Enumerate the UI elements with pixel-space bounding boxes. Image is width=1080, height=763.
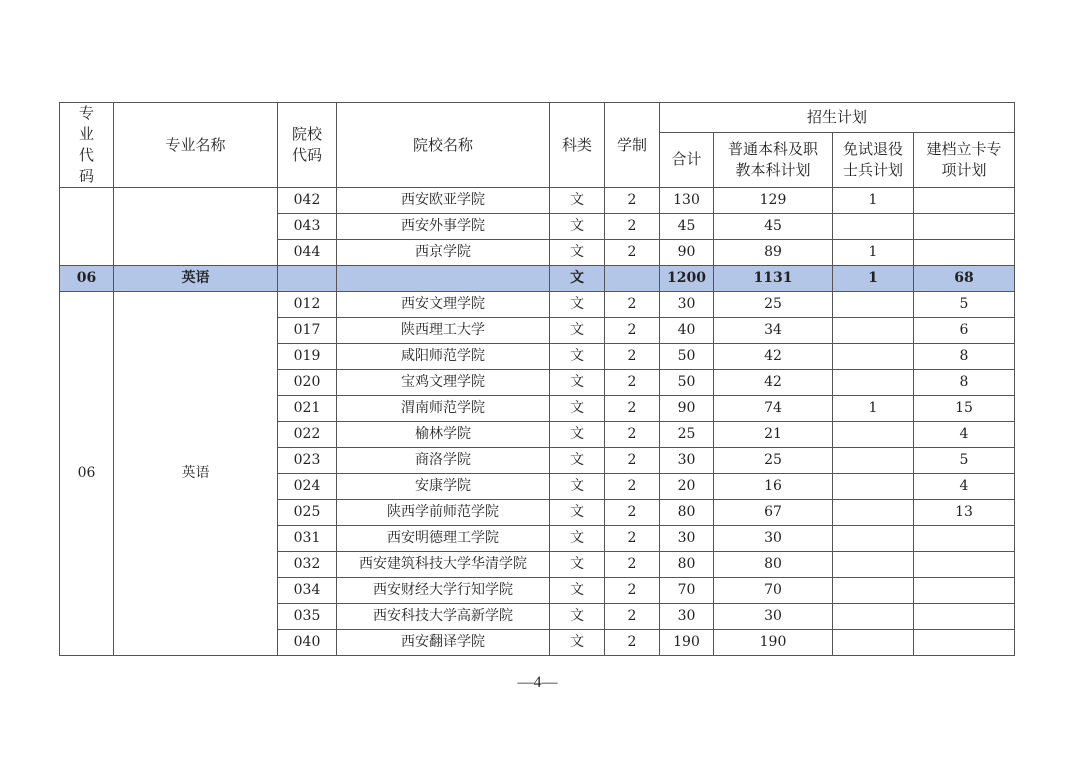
school-name: 榆林学院 xyxy=(337,422,550,448)
school-code: 019 xyxy=(278,344,337,370)
poverty-plan: 6 xyxy=(914,318,1015,344)
category: 文 xyxy=(550,188,605,214)
table-row xyxy=(60,188,1015,214)
years: 2 xyxy=(605,526,660,552)
category: 文 xyxy=(550,500,605,526)
category: 文 xyxy=(550,318,605,344)
years: 2 xyxy=(605,500,660,526)
school-code: 024 xyxy=(278,474,337,500)
years: 2 xyxy=(605,448,660,474)
years: 2 xyxy=(605,604,660,630)
poverty-plan xyxy=(914,240,1015,266)
poverty-plan: 15 xyxy=(914,396,1015,422)
veteran-plan xyxy=(833,630,914,656)
veteran-plan xyxy=(833,214,914,240)
summary-category: 文 xyxy=(550,266,605,292)
total: 45 xyxy=(660,214,714,240)
group-major-name: 英语 xyxy=(114,292,278,656)
category: 文 xyxy=(550,240,605,266)
category: 文 xyxy=(550,344,605,370)
school-name: 咸阳师范学院 xyxy=(337,344,550,370)
total: 90 xyxy=(660,240,714,266)
header-category: 科类 xyxy=(550,103,605,188)
prev-major-code-cell xyxy=(60,188,114,266)
school-name: 渭南师范学院 xyxy=(337,396,550,422)
school-code: 020 xyxy=(278,370,337,396)
regular-plan: 74 xyxy=(714,396,833,422)
total: 20 xyxy=(660,474,714,500)
poverty-plan: 8 xyxy=(914,370,1015,396)
regular-plan: 89 xyxy=(714,240,833,266)
years: 2 xyxy=(605,422,660,448)
summary-poverty-plan: 68 xyxy=(914,266,1015,292)
years: 2 xyxy=(605,630,660,656)
years: 2 xyxy=(605,396,660,422)
header-veteran-plan: 免试退役士兵计划 xyxy=(833,132,914,187)
school-name: 商洛学院 xyxy=(337,448,550,474)
years: 2 xyxy=(605,214,660,240)
school-name: 西安翻译学院 xyxy=(337,630,550,656)
total: 40 xyxy=(660,318,714,344)
school-name: 陕西学前师范学院 xyxy=(337,500,550,526)
summary-regular-plan: 1131 xyxy=(714,266,833,292)
summary-major-name: 英语 xyxy=(114,266,278,292)
years: 2 xyxy=(605,292,660,318)
total: 50 xyxy=(660,370,714,396)
summary-major-code: 06 xyxy=(60,266,114,292)
regular-plan: 25 xyxy=(714,292,833,318)
school-code: 022 xyxy=(278,422,337,448)
years: 2 xyxy=(605,240,660,266)
veteran-plan: 1 xyxy=(833,188,914,214)
regular-plan: 70 xyxy=(714,578,833,604)
school-name: 西安文理学院 xyxy=(337,292,550,318)
regular-plan: 45 xyxy=(714,214,833,240)
category: 文 xyxy=(550,292,605,318)
category: 文 xyxy=(550,396,605,422)
summary-row xyxy=(60,266,1015,292)
header-poverty-plan: 建档立卡专项计划 xyxy=(914,132,1015,187)
header-years: 学制 xyxy=(605,103,660,188)
school-code: 035 xyxy=(278,604,337,630)
header-school-code: 院校代码 xyxy=(278,103,337,188)
regular-plan: 25 xyxy=(714,448,833,474)
school-name: 陕西理工大学 xyxy=(337,318,550,344)
school-code: 040 xyxy=(278,630,337,656)
total: 30 xyxy=(660,604,714,630)
header-regular-plan: 普通本科及职教本科计划 xyxy=(714,132,833,187)
poverty-plan: 5 xyxy=(914,292,1015,318)
header-major-name: 专业名称 xyxy=(114,103,278,188)
category: 文 xyxy=(550,448,605,474)
veteran-plan xyxy=(833,474,914,500)
enrollment-plan-table xyxy=(59,102,1015,656)
category: 文 xyxy=(550,578,605,604)
school-name: 宝鸡文理学院 xyxy=(337,370,550,396)
school-name: 安康学院 xyxy=(337,474,550,500)
total: 80 xyxy=(660,552,714,578)
school-code: 021 xyxy=(278,396,337,422)
school-code: 032 xyxy=(278,552,337,578)
school-name: 西安明德理工学院 xyxy=(337,526,550,552)
poverty-plan: 13 xyxy=(914,500,1015,526)
category: 文 xyxy=(550,370,605,396)
regular-plan: 67 xyxy=(714,500,833,526)
summary-school-code xyxy=(278,266,337,292)
veteran-plan xyxy=(833,526,914,552)
prev-major-name-cell xyxy=(114,188,278,266)
school-name: 西安科技大学高新学院 xyxy=(337,604,550,630)
years: 2 xyxy=(605,370,660,396)
years: 2 xyxy=(605,344,660,370)
regular-plan: 16 xyxy=(714,474,833,500)
veteran-plan xyxy=(833,344,914,370)
poverty-plan xyxy=(914,604,1015,630)
total: 30 xyxy=(660,448,714,474)
header-total: 合计 xyxy=(660,132,714,187)
category: 文 xyxy=(550,474,605,500)
header-major-code: 专业代码 xyxy=(60,103,114,188)
school-code: 017 xyxy=(278,318,337,344)
total: 30 xyxy=(660,292,714,318)
regular-plan: 34 xyxy=(714,318,833,344)
regular-plan: 30 xyxy=(714,604,833,630)
poverty-plan xyxy=(914,552,1015,578)
school-name: 西安欧亚学院 xyxy=(337,188,550,214)
total: 25 xyxy=(660,422,714,448)
group-major-code: 06 xyxy=(60,292,114,656)
total: 90 xyxy=(660,396,714,422)
regular-plan: 80 xyxy=(714,552,833,578)
school-code: 034 xyxy=(278,578,337,604)
school-name: 西安建筑科技大学华清学院 xyxy=(337,552,550,578)
school-name: 西京学院 xyxy=(337,240,550,266)
poverty-plan xyxy=(914,630,1015,656)
summary-years xyxy=(605,266,660,292)
years: 2 xyxy=(605,188,660,214)
poverty-plan xyxy=(914,578,1015,604)
poverty-plan: 4 xyxy=(914,422,1015,448)
veteran-plan xyxy=(833,578,914,604)
regular-plan: 129 xyxy=(714,188,833,214)
category: 文 xyxy=(550,214,605,240)
total: 50 xyxy=(660,344,714,370)
category: 文 xyxy=(550,552,605,578)
school-code: 025 xyxy=(278,500,337,526)
veteran-plan xyxy=(833,318,914,344)
poverty-plan xyxy=(914,526,1015,552)
regular-plan: 42 xyxy=(714,344,833,370)
school-code: 043 xyxy=(278,214,337,240)
veteran-plan xyxy=(833,422,914,448)
category: 文 xyxy=(550,604,605,630)
summary-school-name xyxy=(337,266,550,292)
total: 80 xyxy=(660,500,714,526)
category: 文 xyxy=(550,422,605,448)
school-name: 西安财经大学行知学院 xyxy=(337,578,550,604)
regular-plan: 190 xyxy=(714,630,833,656)
poverty-plan xyxy=(914,188,1015,214)
years: 2 xyxy=(605,552,660,578)
veteran-plan xyxy=(833,292,914,318)
school-name: 西安外事学院 xyxy=(337,214,550,240)
header-plan-group: 招生计划 xyxy=(660,103,1015,133)
school-code: 023 xyxy=(278,448,337,474)
header-school-name: 院校名称 xyxy=(337,103,550,188)
category: 文 xyxy=(550,526,605,552)
poverty-plan: 4 xyxy=(914,474,1015,500)
school-code: 042 xyxy=(278,188,337,214)
total: 190 xyxy=(660,630,714,656)
veteran-plan: 1 xyxy=(833,396,914,422)
veteran-plan xyxy=(833,370,914,396)
total: 30 xyxy=(660,526,714,552)
years: 2 xyxy=(605,318,660,344)
years: 2 xyxy=(605,474,660,500)
veteran-plan xyxy=(833,500,914,526)
category: 文 xyxy=(550,630,605,656)
years: 2 xyxy=(605,578,660,604)
poverty-plan: 8 xyxy=(914,344,1015,370)
regular-plan: 30 xyxy=(714,526,833,552)
poverty-plan xyxy=(914,214,1015,240)
school-code: 012 xyxy=(278,292,337,318)
total: 130 xyxy=(660,188,714,214)
school-code: 044 xyxy=(278,240,337,266)
veteran-plan xyxy=(833,552,914,578)
poverty-plan: 5 xyxy=(914,448,1015,474)
regular-plan: 42 xyxy=(714,370,833,396)
table-row xyxy=(60,292,1015,318)
veteran-plan xyxy=(833,448,914,474)
school-code: 031 xyxy=(278,526,337,552)
total: 70 xyxy=(660,578,714,604)
veteran-plan xyxy=(833,604,914,630)
summary-veteran-plan: 1 xyxy=(833,266,914,292)
page-number: —4— xyxy=(517,674,558,691)
regular-plan: 21 xyxy=(714,422,833,448)
veteran-plan: 1 xyxy=(833,240,914,266)
summary-total: 1200 xyxy=(660,266,714,292)
